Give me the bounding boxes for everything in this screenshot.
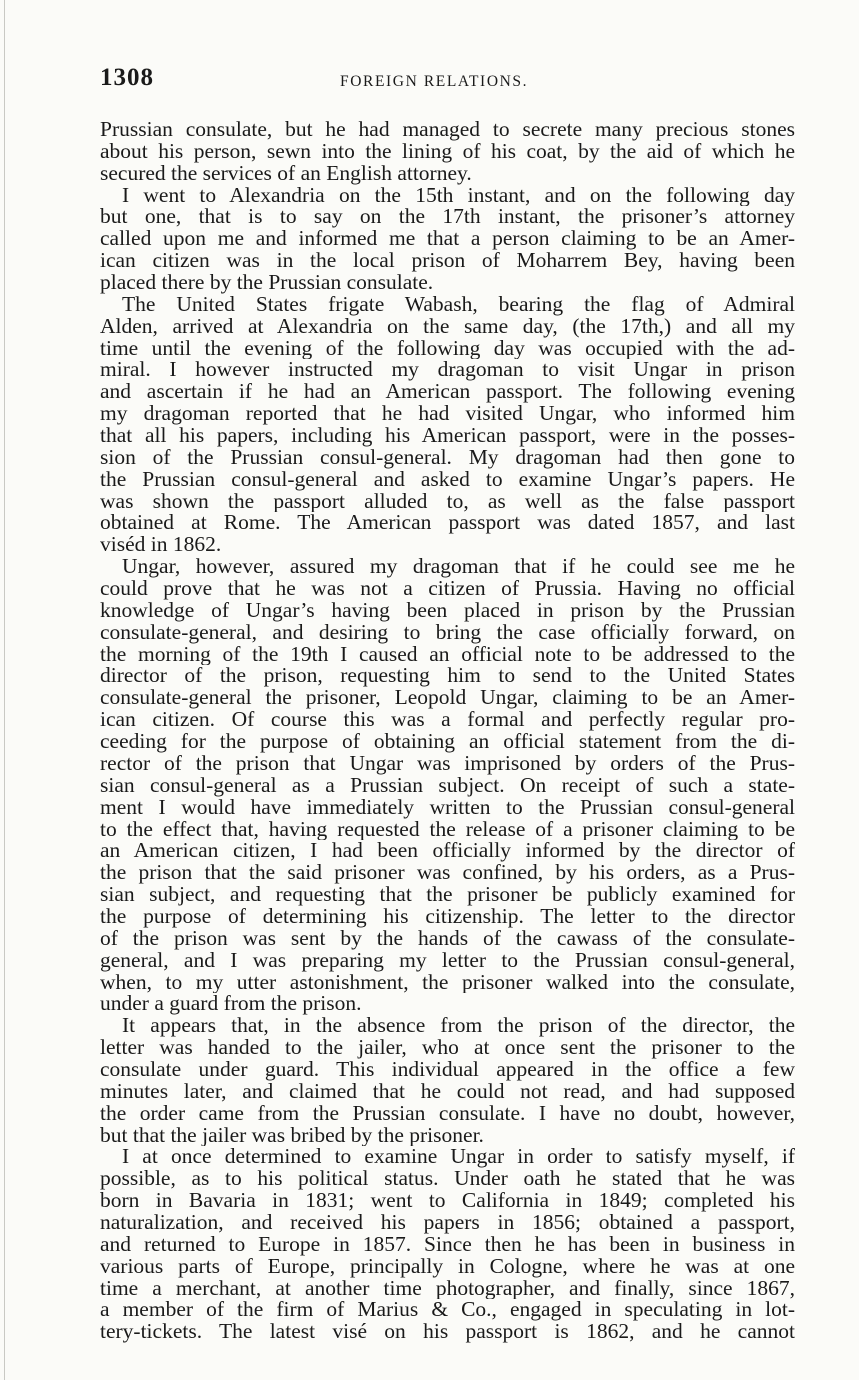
text-line: obtained at Rome. The American passport was dated 1857, and last bbox=[100, 512, 795, 535]
document-page bbox=[100, 64, 795, 1343]
text-line: consulate under guard. This individual appeared in the office a few bbox=[100, 1058, 795, 1081]
text-line: It appears that, in the absence from the prison of the director, the bbox=[122, 1015, 795, 1038]
text-line: minutes later, and claimed that he could not read, and had supposed bbox=[100, 1080, 795, 1103]
text-line: the morning of the 19th I caused an official note to be addressed to the bbox=[100, 643, 795, 666]
text-line: the Prussian consul-general and asked to examine Ungar’s papers. He bbox=[100, 468, 795, 491]
text-line: the purpose of determining his citizenship. The letter to the director bbox=[100, 905, 795, 928]
text-line: when, to my utter astonishment, the prisoner walked into the consulate, bbox=[100, 971, 795, 994]
text-line: sian consul-general as a Prussian subject. On receipt of such a state- bbox=[100, 774, 795, 797]
text-line: about his person, sewn into the lining of his coat, by the aid of which he bbox=[100, 140, 795, 163]
text-line: sian subject, and requesting that the prisoner be publicly examined for bbox=[100, 884, 795, 906]
text-line: consulate-general, and desiring to bring the case officially forward, on bbox=[100, 621, 795, 644]
text-line: and ascertain if he had an American passport. The following evening bbox=[100, 381, 795, 404]
text-line: viséd in 1862. bbox=[100, 534, 222, 557]
text-line: Ungar, however, assured my dragoman that if he could see me he bbox=[122, 556, 795, 579]
text-line: of the prison was sent by the hands of the cawass of the consulate- bbox=[100, 927, 795, 950]
text-line: under a guard from the prison. bbox=[100, 993, 362, 1016]
text-line: sion of the Prussian consul-general. My dragoman had then gone to bbox=[100, 446, 795, 469]
text-line: could prove that he was not a citizen of Prussia. Having no official bbox=[100, 578, 795, 600]
text-line: various parts of Europe, principally in Cologne, where he was at one bbox=[100, 1255, 795, 1278]
page-number: 1308 bbox=[100, 64, 154, 91]
text-line: and returned to Europe in 1857. Since then he has been in business in bbox=[100, 1233, 795, 1256]
text-line: time a merchant, at another time photographer, and finally, since 1867, bbox=[100, 1277, 795, 1300]
text-line: I went to Alexandria on the 15th instant, and on the following day bbox=[122, 184, 795, 207]
body-text bbox=[100, 119, 795, 1343]
text-line: born in Bavaria in 1831; went to California in 1849; completed his bbox=[100, 1190, 795, 1212]
text-line: I at once determined to examine Ungar in order to satisfy myself, if bbox=[122, 1146, 795, 1169]
text-line: time until the evening of the following day was occupied with the ad- bbox=[100, 337, 795, 360]
text-line: Prussian consulate, but he had managed to secrete many precious stones bbox=[100, 119, 795, 141]
text-line: ment I would have immediately written to the Prussian consul-general bbox=[100, 796, 795, 819]
text-line: tery-tickets. The latest visé on his passport is 1862, and he cannot bbox=[100, 1321, 795, 1344]
text-line: to the effect that, having requested the release of a prisoner claiming to be bbox=[100, 818, 795, 841]
text-line: general, and I was preparing my letter to the Prussian consul-general, bbox=[100, 949, 795, 972]
text-line: knowledge of Ungar’s having been placed in prison by the Prussian bbox=[100, 599, 795, 622]
text-line: naturalization, and received his papers in 1856; obtained a passport, bbox=[100, 1211, 795, 1234]
text-line: ican citizen. Of course this was a formal and perfectly regular pro- bbox=[100, 709, 795, 732]
text-line: possible, as to his political status. Under oath he stated that he was bbox=[100, 1168, 795, 1191]
text-line: placed there by the Prussian consulate. bbox=[100, 272, 434, 294]
text-line: the prison that the said prisoner was confined, by his orders, as a Prus- bbox=[100, 862, 795, 885]
text-line: consulate-general the prisoner, Leopold Ungar, claiming to be an Amer- bbox=[100, 687, 795, 710]
text-line: but that the jailer was bribed by the prisoner. bbox=[100, 1124, 484, 1147]
text-line: a member of the firm of Marius & Co., engaged in speculating in lot- bbox=[100, 1299, 795, 1322]
page-header bbox=[100, 64, 795, 100]
text-line: director of the prison, requesting him to send to the United States bbox=[100, 665, 795, 688]
text-line: secured the services of an English attorney. bbox=[100, 162, 472, 185]
text-line: was shown the passport alluded to, as well as the false passport bbox=[100, 490, 795, 513]
text-line: miral. I however instructed my dragoman to visit Ungar in prison bbox=[100, 359, 795, 382]
running-title: FOREIGN RELATIONS. bbox=[340, 73, 529, 90]
text-line: my dragoman reported that he had visited Ungar, who informed him bbox=[100, 403, 795, 426]
text-line: called upon me and informed me that a person claiming to be an Amer- bbox=[100, 228, 795, 251]
page-edge-rule bbox=[4, 0, 5, 1380]
text-line: an American citizen, I had been officially informed by the director of bbox=[100, 840, 795, 863]
text-line: Alden, arrived at Alexandria on the same day, (the 17th,) and all my bbox=[100, 315, 795, 338]
text-line: the order came from the Prussian consulate. I have no doubt, however, bbox=[100, 1102, 795, 1125]
text-line: that all his papers, including his American passport, were in the posses- bbox=[100, 425, 795, 447]
text-line: ceeding for the purpose of obtaining an official statement from the di- bbox=[100, 731, 795, 753]
text-line: The United States frigate Wabash, bearing the flag of Admiral bbox=[122, 293, 795, 316]
text-line: rector of the prison that Ungar was imprisoned by orders of the Prus- bbox=[100, 752, 795, 775]
text-line: ican citizen was in the local prison of Moharrem Bey, having been bbox=[100, 250, 795, 273]
text-line: letter was handed to the jailer, who at once sent the prisoner to the bbox=[100, 1037, 795, 1059]
text-line: but one, that is to say on the 17th instant, the prisoner’s attorney bbox=[100, 206, 795, 229]
